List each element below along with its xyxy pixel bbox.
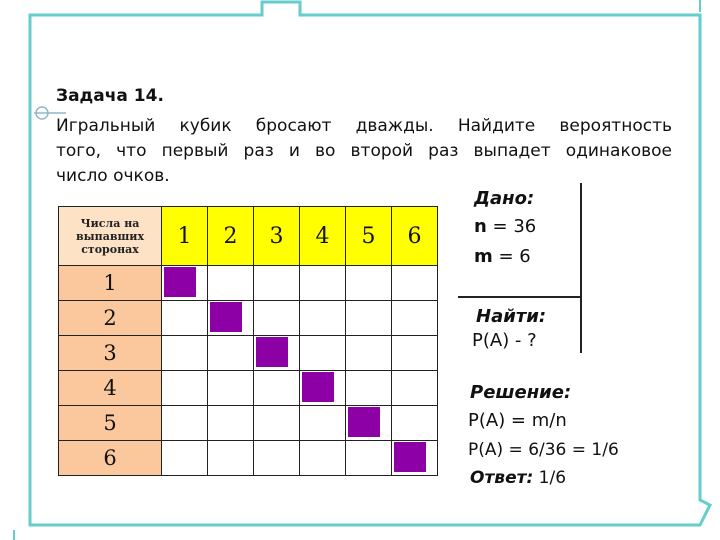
table-cell xyxy=(346,266,392,301)
table-cell xyxy=(346,336,392,371)
column-header: 4 xyxy=(300,207,346,266)
table-cell xyxy=(254,441,300,476)
table-cell xyxy=(346,301,392,336)
solution-calc: Р(А) = 6/36 = 1/6 xyxy=(468,440,619,460)
table-cell xyxy=(392,406,438,441)
table-row xyxy=(59,406,438,441)
table-row xyxy=(59,266,438,301)
table-cell xyxy=(392,266,438,301)
table-cell xyxy=(346,406,392,441)
outcome-table xyxy=(58,206,438,476)
table-cell xyxy=(208,441,254,476)
table-cell xyxy=(300,266,346,301)
given-m xyxy=(474,246,531,267)
divider-horizontal xyxy=(458,296,582,298)
highlight-mark xyxy=(348,407,380,437)
table-cell xyxy=(300,336,346,371)
highlight-mark xyxy=(394,442,426,472)
table-cell xyxy=(254,406,300,441)
column-header: 1 xyxy=(162,207,208,266)
problem-title: Задача 14. xyxy=(56,86,164,106)
table-cell xyxy=(254,301,300,336)
table-cell xyxy=(392,301,438,336)
table-row xyxy=(59,336,438,371)
column-header: 6 xyxy=(392,207,438,266)
solution-title: Решение: xyxy=(470,382,572,403)
given-title: Дано: xyxy=(474,188,535,209)
m-label: m xyxy=(474,246,493,267)
row-header: 5 xyxy=(59,406,162,441)
problem-text xyxy=(56,114,672,189)
table-cell xyxy=(300,371,346,406)
corner-label: Числа на выпавших сторонах xyxy=(59,207,162,266)
highlight-mark xyxy=(164,267,196,297)
answer-label: Ответ: xyxy=(470,468,534,488)
table-cell xyxy=(300,301,346,336)
row-header: 2 xyxy=(59,301,162,336)
find-text: Р(А) - ? xyxy=(472,330,537,351)
answer-value: 1/6 xyxy=(533,468,567,488)
table-cell xyxy=(208,406,254,441)
divider-vertical xyxy=(580,183,582,353)
table-cell xyxy=(162,371,208,406)
given-n xyxy=(474,216,536,237)
problem-line: Игральный кубик бросают дважды. Найдите вероятность xyxy=(56,116,672,136)
n-label: n xyxy=(474,216,487,237)
table-cell xyxy=(162,441,208,476)
table-cell xyxy=(162,406,208,441)
row-header: 6 xyxy=(59,441,162,476)
table-cell xyxy=(208,336,254,371)
table-row xyxy=(59,441,438,476)
m-value: = 6 xyxy=(492,246,531,267)
table-cell xyxy=(300,441,346,476)
table-cell xyxy=(208,371,254,406)
row-header: 1 xyxy=(59,266,162,301)
row-header: 4 xyxy=(59,371,162,406)
n-value: = 36 xyxy=(486,216,537,237)
problem-line: число очков. xyxy=(56,166,170,186)
highlight-mark xyxy=(256,337,288,367)
table-cell xyxy=(208,266,254,301)
table-row xyxy=(59,371,438,406)
column-header: 2 xyxy=(208,207,254,266)
table-cell xyxy=(208,301,254,336)
table-cell xyxy=(162,301,208,336)
table-cell xyxy=(162,336,208,371)
table-cell xyxy=(392,371,438,406)
column-header: 3 xyxy=(254,207,300,266)
table-cell xyxy=(392,441,438,476)
table-header-row xyxy=(59,207,438,266)
row-header: 3 xyxy=(59,336,162,371)
solution-formula: Р(А) = m/n xyxy=(468,410,567,431)
table-cell xyxy=(162,266,208,301)
table-cell xyxy=(254,371,300,406)
table-cell xyxy=(300,406,346,441)
table-cell xyxy=(346,441,392,476)
column-header: 5 xyxy=(346,207,392,266)
highlight-mark xyxy=(210,302,242,332)
problem-line: того, что первый раз и во второй раз выпадет одинаковое xyxy=(56,141,672,161)
table-cell xyxy=(254,266,300,301)
find-title: Найти: xyxy=(476,306,547,327)
solution-answer xyxy=(470,468,566,488)
table-cell xyxy=(346,371,392,406)
table-cell xyxy=(392,336,438,371)
highlight-mark xyxy=(302,372,334,402)
table-cell xyxy=(254,336,300,371)
table-row xyxy=(59,301,438,336)
